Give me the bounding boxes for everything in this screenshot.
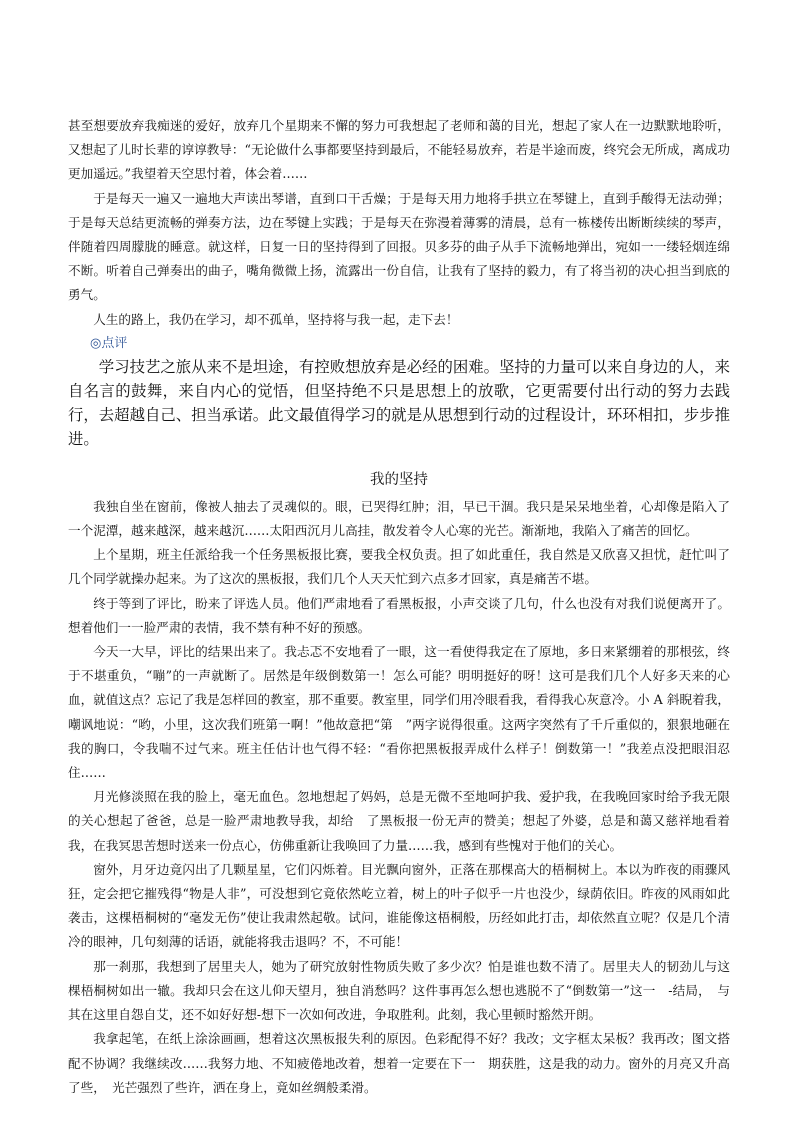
essay-paragraph: 人生的路上，我仍在学习，却不孤单，坚持将与我一起，走下去！ (93, 311, 459, 327)
second-essay (68, 495, 730, 1100)
essay-title: 我的坚持 (370, 471, 428, 488)
essay-paragraph: 我独自坐在窗前，像被人抽去了灵魂似的。眼，已哭得红肿；泪，早已干涸。我只是呆呆地坐着，心却像是陷入了一个泥潭，越来越深，越来越沉……太阳西沉月儿高挂，散发着令人心寒的光芒。渐渐地，我陷入了痛苦的回忆。 (68, 498, 730, 539)
essay-paragraph: 上个星期，班主任派给我一个任务黑板报比赛，要我全权负责。担了如此重任，我自然是又欣喜又担忧，赶忙叫了几个同学就操办起来。为了这次的黑板报，我们几个人天天忙到六点多才回家，真是痛苦不堪。 (68, 547, 730, 587)
review-label: ◎点评 (90, 335, 128, 351)
essay-paragraph: 我拿起笔，在纸上涂涂画画，想着这次黑板报失利的原因。色彩配得不好？我改；文字框太呆板？我再改；图文搭配不协调？我继续改……我努力地、不知疲倦地改着，想着一定要在下一 期获胜，这是我的动力。窗外的月亮又升高了些， 光芒强烈了些许，洒在身上，竟如丝绸般柔滑。 (68, 1031, 730, 1095)
review-section (68, 333, 730, 451)
first-essay-ending (68, 114, 730, 332)
essay-paragraph: 甚至想要放弃我痴迷的爱好，放弃几个星期来不懈的努力可我想起了老师和蔼的目光，想起了家人在一边默默地聆听，又想起了儿时长辈的谆谆教导：“无论做什么事都要坚持到最后，不能轻易放弃，若是半途而废，终究会无所成，离成功更加遥远。”我望着天空思忖着，体会着…… (68, 118, 730, 182)
essay-paragraph: 窗外，月牙边竟闪出了几颗星星，它们闪烁着。目光飘向窗外，正落在那棵高大的梧桐树上。本以为昨夜的雨骤风狂，定会把它摧残得“物是人非”，可没想到它竟依然屹立着，树上的叶子似乎一片也没少，绿荫依旧。昨夜的风雨如此袭击，这棵梧桐树的“毫发无伤”使让我肃然起敬。试问，谁能像这梧桐般，历经如此打击，却依然直立呢？仅是几个清冷的眼神，几句刻薄的话语，就能将我击退吗？不，不可能！ (68, 861, 730, 950)
page-content (68, 114, 730, 1100)
essay-paragraph: 终于等到了评比，盼来了评选人员。他们严肃地看了看黑板报，小声交谈了几句，什么也没有对我们说便离开了。想着他们一一脸严肃的表情，我不禁有种不好的预感。 (68, 595, 730, 635)
essay-paragraph: 于是每天一遍又一遍地大声读出琴谱，直到口干舌燥；于是每天用力地将手拱立在琴键上，直到手酸得无法动弹；于是每天总结更流畅的弹奏方法，边在琴键上实践；于是每天在弥漫着薄雾的清晨，总有一栋楼传出断断续续的琴声，伴随着四周朦胧的睡意。就这样，日复一日的坚持得到了回报。贝多芬的曲子从手下流畅地弹出，宛如一一缕轻烟连绵不断。听着自己弹奏出的曲子，嘴角微微上扬，流露出一份自信，让我有了坚持的毅力，有了将当初的决心担当到底的勇气。 (68, 190, 730, 303)
essay-paragraph: 月光修淡照在我的脸上，毫无血色。忽地想起了妈妈，总是无微不至地呵护我、爱护我，在我晚回家时给予我无限的关心想起了爸爸，总是一脸严肃地教导我，却给 了黑板报一份无声的赞美；想起了外婆，总是和蔼又慈祥地看着我，在我冥思苦想时送来一份点心，仿佛重新让我唤回了力量……我，感到有些愧对于他们的关心。 (68, 789, 730, 853)
essay-paragraph: 今天一大早，评比的结果出来了。我忐忑不安地看了一眼，这一看使得我定在了原地，多日来紧绷着的那根弦，终于不堪重负，“嘣”的一声就断了。居然是年级倒数第一！怎么可能？明明挺好的呀！这可是我们几个人好多天来的心血，就值这点？忘记了我是怎样回的教室，那不重要。教室里，同学们用冷眼看我，看得我心灰意冷。小 A 斜睨着我，嘲讽地说：“哟，小里，这次我们班第一啊！”他故意把“第 ”两字说得很重。这两字突然有了千斤重似的，狠狠地砸在我的胸口，令我喘不过气来。班主任估计也气得不轻：“看你把黑板报弄成什么样子！倒数第一！”我差点没把眼泪忍住…… (68, 644, 730, 781)
review-text: 学习技艺之旅从来不是坦途，有控败想放弃是必经的困难。坚持的力量可以来自身边的人，来自名言的鼓舞，来自内心的觉悟，但坚持绝不只是思想上的放歌，它更需要付出行动的努力去践行，去超越自己、担当承诺。此文最值得学习的就是从思想到行动的过程设计，环环相扣，步步推进。 (68, 357, 730, 448)
essay-paragraph: 那一刹那，我想到了居里夫人，她为了研究放射性物质失败了多少次？怕是谁也数不清了。居里夫人的韧劲儿与这棵梧桐树如出一辙。我却只会在这儿仰天望月，独自消愁吗？这件事再怎么想也逃脱不了“倒数第一”这一 -结局， 与其在这里自怨自艾，还不如好好想-想下一次如何改进，争取胜利。此刻，我心里顿时豁然开朗。 (68, 958, 730, 1023)
